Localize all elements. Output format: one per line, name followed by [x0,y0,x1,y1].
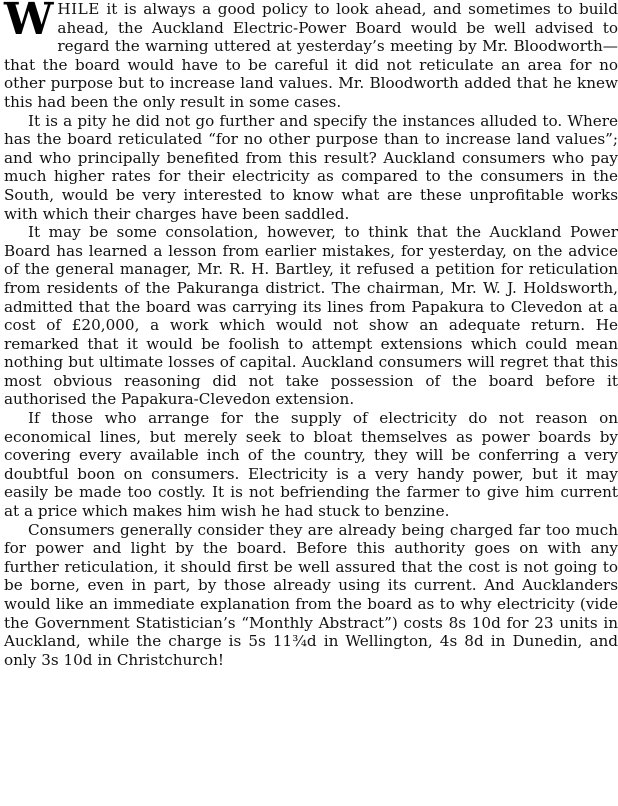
paragraph-2: It is a pity he did not go further and specify the instances alluded to. Where has the board reticulated “for no other purpose than to increase land values”; and who principally benefited from this result? Auckland consumers who pay much higher rates for their electricity as compared to the consumers in the South, would be very interested to know what are these unprofitable works with which their charges have been saddled. [4,111,618,223]
lead-word: HILE [57,0,100,18]
paragraph-1-text: it is always a good policy to look ahead, and sometimes to build ahead, the Auckland Electric-Power Board would be well advised to regard the warning uttered at yesterday’s meeting by Mr. Bloodworth—that the board would have to be careful it did not reticulate an area for no other purpose but to increase land values. Mr. Bloodworth added that he knew this had been the only result in some cases. [4,0,618,111]
drop-cap: W [4,0,54,45]
paragraph-1 [4,0,618,112]
paragraph-3: It may be some consolation, however, to think that the Auckland Power Board has learned a lesson from earlier mistakes, for yesterday, on the advice of the general manager, Mr. R. H. Bartley, it refused a petition for reticulation from residents of the Pakuranga district. The chairman, Mr. W. J. Holdsworth, admitted that the board was carrying its lines from Papakura to Clevedon at a cost of £20,000, a work which would not show an adequate return. He remarked that it would be foolish to attempt extensions which could mean nothing but ultimate losses of capital. Auckland consumers will regret that this most obvious reasoning did not take possession of the board before it authorised the Papakura-Clevedon extension. [4,223,618,409]
paragraph-4: If those who arrange for the supply of electricity do not reason on economical lines, but merely seek to bloat themselves as power boards by covering every available inch of the country, they will be conferring a very doubtful boon on consumers. Electricity is a very handy power, but it may easily be made too costly. It is not befriending the farmer to give him current at a price which makes him wish he had stuck to benzine. [4,409,618,521]
newspaper-editorial [4,0,618,669]
paragraph-5: Consumers generally consider they are already being charged far too much for power and light by the board. Before this authority goes on with any further reticulation, it should first be well assured that the cost is not going to be borne, even in part, by those already using its current. And Aucklanders would like an immediate explanation from the board as to why electricity (vide the Government Statistician’s “Monthly Abstract”) costs 8s 10d for 23 units in Auckland, while the charge is 5s 11¾d in Wellington, 4s 8d in Dunedin, and only 3s 10d in Christchurch! [4,520,618,669]
